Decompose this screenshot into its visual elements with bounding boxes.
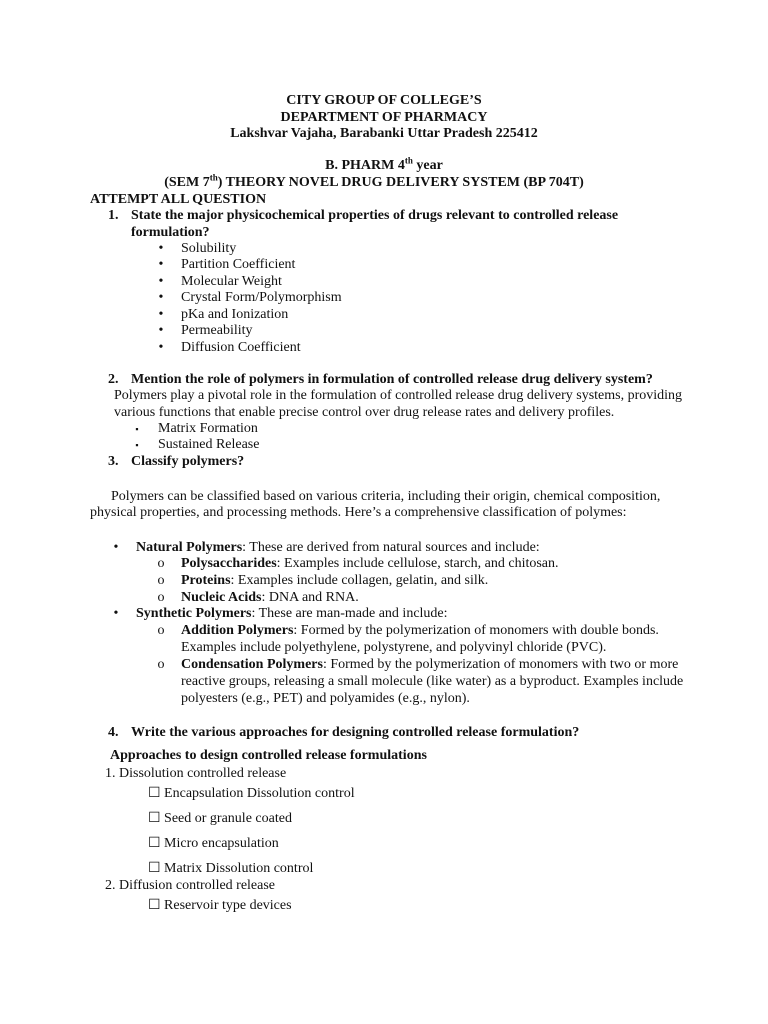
bullet-icon: •: [113, 540, 119, 555]
bullet-icon: •: [158, 340, 164, 355]
checkbox-item: ☐ Reservoir type devices: [148, 898, 292, 913]
q2-question: Mention the role of polymers in formulation of controlled release drug delivery system?: [131, 372, 653, 387]
bullet-icon: •: [158, 323, 164, 338]
q4-question: Write the various approaches for designing controlled release formulation?: [131, 725, 580, 740]
circle-bullet-icon: o: [157, 573, 165, 588]
bullet-icon: •: [158, 257, 164, 272]
q1-question-line2: formulation?: [131, 225, 210, 240]
college-address: Lakshvar Vajaha, Barabanki Uttar Pradesh 225412: [230, 126, 538, 141]
circle-bullet-icon: o: [157, 556, 165, 571]
list-item: Diffusion Coefficient: [181, 340, 301, 355]
polysaccharides-item: Polysaccharides: Examples include cellulose, starch, and chitosan.: [181, 556, 559, 571]
condensation-polymers-line3: polyesters (e.g., PET) and polyamides (e.g., nylon).: [181, 691, 470, 706]
q2-answer-line1: Polymers play a pivotal role in the formulation of controlled release drug delivery systems, providing: [114, 388, 683, 403]
checkbox-item: ☐ Seed or granule coated: [148, 811, 292, 826]
list-item: Molecular Weight: [181, 274, 282, 289]
bullet-icon: •: [158, 241, 164, 256]
q3-answer-line1: Polymers can be classified based on various criteria, including their origin, chemical composition,: [111, 489, 661, 504]
list-item: Permeability: [181, 323, 253, 338]
condensation-polymers-line2: reactive groups, releasing a small molecule (like water) as a byproduct. Examples include: [181, 674, 684, 689]
list-item: Crystal Form/Polymorphism: [181, 290, 342, 305]
q1-question-line1: State the major physicochemical properties of drugs relevant to controlled release: [131, 208, 619, 223]
bullet-icon: •: [158, 307, 164, 322]
q3-question: Classify polymers?: [131, 454, 245, 469]
q2-answer-line2: various functions that enable precise control over drug release rates and delivery profiles.: [114, 405, 615, 420]
checkbox-item: ☐ Encapsulation Dissolution control: [148, 786, 355, 801]
q4-heading: Approaches to design controlled release formulations: [110, 748, 427, 763]
square-bullet-icon: ▪: [135, 424, 139, 434]
q1-number: 1.: [108, 208, 119, 223]
diffusion-section: 2. Diffusion controlled release: [105, 878, 276, 893]
addition-polymers-line1: Addition Polymers: Formed by the polymerization of monomers with double bonds.: [181, 623, 659, 638]
list-item: Partition Coefficient: [181, 257, 296, 272]
synthetic-polymers: Synthetic Polymers: These are man-made and include:: [136, 606, 448, 621]
nucleic-acids-item: Nucleic Acids: DNA and RNA.: [181, 590, 359, 605]
circle-bullet-icon: o: [157, 590, 165, 605]
college-name: CITY GROUP OF COLLEGE’S: [286, 93, 482, 108]
q4-number: 4.: [108, 725, 119, 740]
instruction: ATTEMPT ALL QUESTION: [90, 192, 267, 207]
circle-bullet-icon: o: [157, 657, 165, 672]
course-year: B. PHARM 4th year: [325, 155, 443, 173]
square-bullet-icon: ▪: [135, 440, 139, 450]
proteins-item: Proteins: Examples include collagen, gelatin, and silk.: [181, 573, 489, 588]
list-item: Solubility: [181, 241, 237, 256]
q2-number: 2.: [108, 372, 119, 387]
list-item: pKa and Ionization: [181, 307, 289, 322]
course-subject: (SEM 7th) THEORY NOVEL DRUG DELIVERY SYSTEM (BP 704T): [164, 172, 584, 190]
q3-answer-line2: physical properties, and processing methods. Here’s a comprehensive classification of polymes:: [90, 505, 627, 520]
dissolution-section: 1. Dissolution controlled release: [105, 766, 287, 781]
list-item: Sustained Release: [158, 437, 260, 452]
checkbox-item: ☐ Micro encapsulation: [148, 836, 279, 851]
circle-bullet-icon: o: [157, 623, 165, 638]
checkbox-item: ☐ Matrix Dissolution control: [148, 861, 314, 876]
bullet-icon: •: [158, 274, 164, 289]
list-item: Matrix Formation: [158, 421, 258, 436]
addition-polymers-line2: Examples include polyethylene, polystyrene, and polyvinyl chloride (PVC).: [181, 640, 607, 655]
department-name: DEPARTMENT OF PHARMACY: [280, 110, 488, 125]
condensation-polymers-line1: Condensation Polymers: Formed by the polymerization of monomers with two or more: [181, 657, 679, 672]
q3-number: 3.: [108, 454, 119, 469]
bullet-icon: •: [113, 606, 119, 621]
bullet-icon: •: [158, 290, 164, 305]
natural-polymers: Natural Polymers: These are derived from natural sources and include:: [136, 540, 540, 555]
